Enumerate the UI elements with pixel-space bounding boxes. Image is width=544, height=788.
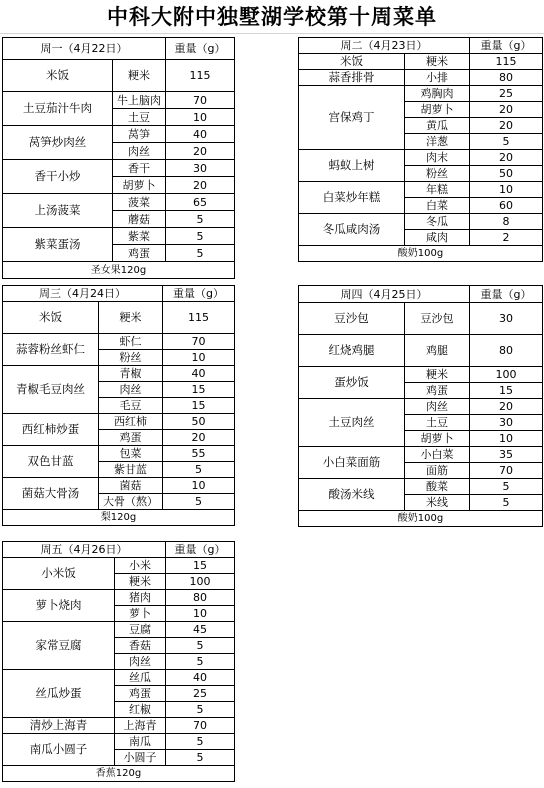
footer-row — [299, 246, 543, 262]
ingredient-name: 粳米 — [99, 302, 163, 334]
dish-name: 丝瓜炒蛋 — [3, 670, 115, 718]
ingredient-weight: 20 — [470, 399, 543, 415]
ingredient-name: 肉丝 — [99, 382, 163, 398]
ingredient-weight: 5 — [166, 654, 235, 670]
ingredient-weight: 15 — [163, 382, 235, 398]
ingredient-weight: 5 — [166, 228, 235, 245]
dish-name: 酸汤米线 — [299, 479, 405, 511]
day-table-wed — [2, 285, 235, 526]
ingredient-weight: 70 — [166, 718, 235, 734]
ingredient-name: 胡萝卜 — [405, 431, 470, 447]
extra-item: 圣女果120g — [3, 262, 235, 279]
ingredient-name: 虾仁 — [99, 334, 163, 350]
extra-item: 香蕉120g — [3, 766, 235, 782]
dish-name: 土豆肉丝 — [299, 399, 405, 447]
ingredient-weight: 10 — [166, 109, 235, 126]
ingredient-name: 菌菇 — [99, 478, 163, 494]
table-row — [299, 303, 543, 335]
dish-name: 双色甘蓝 — [3, 446, 99, 478]
table-row — [3, 718, 235, 734]
ingredient-weight: 25 — [470, 86, 543, 102]
footer-row — [299, 511, 543, 527]
ingredient-name: 小米 — [115, 558, 166, 574]
day-table-thu — [298, 285, 543, 527]
dish-name: 南瓜小圆子 — [3, 734, 115, 766]
ingredient-weight: 10 — [166, 606, 235, 622]
ingredient-name: 鸡蛋 — [115, 686, 166, 702]
footer-row — [3, 766, 235, 782]
ingredient-name: 鸡蛋 — [405, 383, 470, 399]
table-row — [299, 54, 543, 70]
dish-name: 豆沙包 — [299, 303, 405, 335]
ingredient-name: 萝卜 — [115, 606, 166, 622]
table-row — [299, 86, 543, 102]
weight-header: 重量（g） — [163, 286, 235, 302]
ingredient-weight: 100 — [470, 367, 543, 383]
ingredient-weight: 100 — [166, 574, 235, 590]
dish-name: 家常豆腐 — [3, 622, 115, 670]
table-row — [3, 334, 235, 350]
dish-name: 米饭 — [299, 54, 405, 70]
ingredient-weight: 70 — [163, 334, 235, 350]
ingredient-weight: 30 — [470, 415, 543, 431]
table-row — [299, 150, 543, 166]
ingredient-weight: 40 — [166, 126, 235, 143]
dish-name: 蛋炒饭 — [299, 367, 405, 399]
dish-name: 米饭 — [3, 302, 99, 334]
dish-name: 紫菜蛋汤 — [3, 228, 113, 262]
table-row — [3, 126, 235, 143]
weight-header: 重量（g） — [166, 542, 235, 558]
extra-item: 梨120g — [3, 510, 235, 526]
ingredient-weight: 50 — [163, 414, 235, 430]
dish-name: 萝卜烧肉 — [3, 590, 115, 622]
ingredient-name: 小白菜 — [405, 447, 470, 463]
ingredient-name: 冬瓜 — [405, 214, 470, 230]
ingredient-name: 豆腐 — [115, 622, 166, 638]
ingredient-name: 酸菜 — [405, 479, 470, 495]
day-table-mon — [2, 37, 235, 279]
dish-name: 米饭 — [3, 60, 113, 92]
ingredient-name: 黄瓜 — [405, 118, 470, 134]
ingredient-weight: 5 — [166, 750, 235, 766]
ingredient-name: 粳米 — [115, 574, 166, 590]
dish-name: 小米饭 — [3, 558, 115, 590]
ingredient-name: 莴笋 — [113, 126, 166, 143]
table-row — [3, 302, 235, 334]
dish-name: 菌菇大骨汤 — [3, 478, 99, 510]
ingredient-weight: 5 — [166, 734, 235, 750]
ingredient-name: 青椒 — [99, 366, 163, 382]
ingredient-name: 猪肉 — [115, 590, 166, 606]
ingredient-name: 香干 — [113, 160, 166, 177]
ingredient-name: 蘑菇 — [113, 211, 166, 228]
ingredient-weight: 45 — [166, 622, 235, 638]
ingredient-weight: 25 — [166, 686, 235, 702]
ingredient-name: 粳米 — [405, 367, 470, 383]
header-row — [299, 38, 543, 54]
ingredient-name: 小圆子 — [115, 750, 166, 766]
table-row — [3, 622, 235, 638]
ingredient-weight: 5 — [470, 479, 543, 495]
ingredient-weight: 5 — [166, 245, 235, 262]
ingredient-weight: 5 — [166, 702, 235, 718]
extra-item: 酸奶100g — [299, 511, 543, 527]
weight-header: 重量（g） — [166, 38, 235, 60]
ingredient-weight: 35 — [470, 447, 543, 463]
ingredient-weight: 20 — [163, 430, 235, 446]
dish-name: 宫保鸡丁 — [299, 86, 405, 150]
ingredient-weight: 5 — [163, 462, 235, 478]
table-row — [3, 734, 235, 750]
ingredient-name: 年糕 — [405, 182, 470, 198]
table-row — [299, 182, 543, 198]
ingredient-weight: 40 — [163, 366, 235, 382]
ingredient-name: 鸡蛋 — [113, 245, 166, 262]
ingredient-name: 鸡腿 — [405, 335, 470, 367]
ingredient-weight: 70 — [470, 463, 543, 479]
table-row — [3, 590, 235, 606]
ingredient-name: 西红柿 — [99, 414, 163, 430]
ingredient-weight: 20 — [166, 143, 235, 160]
header-row — [3, 38, 235, 60]
ingredient-name: 粳米 — [113, 60, 166, 92]
footer-row — [3, 262, 235, 279]
dish-name: 莴笋炒肉丝 — [3, 126, 113, 160]
dish-name: 红烧鸡腿 — [299, 335, 405, 367]
header-row — [299, 286, 543, 303]
dish-name: 蚂蚁上树 — [299, 150, 405, 182]
sheet-gridline — [0, 33, 544, 34]
ingredient-weight: 10 — [470, 431, 543, 447]
ingredient-name: 土豆 — [405, 415, 470, 431]
dish-name: 青椒毛豆肉丝 — [3, 366, 99, 414]
ingredient-weight: 15 — [166, 558, 235, 574]
ingredient-weight: 15 — [470, 383, 543, 399]
ingredient-weight: 40 — [166, 670, 235, 686]
page-title: 中科大附中独墅湖学校第十周菜单 — [107, 4, 437, 29]
header-row — [3, 542, 235, 558]
table-row — [3, 160, 235, 177]
day-table-tue — [298, 37, 543, 262]
day-label: 周二（4月23日） — [299, 38, 470, 54]
ingredient-name: 毛豆 — [99, 398, 163, 414]
dish-name: 香干小炒 — [3, 160, 113, 194]
weight-header: 重量（g） — [470, 286, 543, 303]
ingredient-weight: 115 — [163, 302, 235, 334]
table-row — [3, 670, 235, 686]
ingredient-name: 紫菜 — [113, 228, 166, 245]
ingredient-name: 米线 — [405, 495, 470, 511]
day-label: 周一（4月22日） — [3, 38, 166, 60]
ingredient-weight: 115 — [166, 60, 235, 92]
ingredient-name: 面筋 — [405, 463, 470, 479]
ingredient-weight: 5 — [470, 495, 543, 511]
ingredient-name: 紫甘蓝 — [99, 462, 163, 478]
day-table-fri — [2, 541, 235, 782]
table-row — [3, 558, 235, 574]
table-row — [3, 446, 235, 462]
dish-name: 蒜香排骨 — [299, 70, 405, 86]
table-row — [3, 414, 235, 430]
dish-name: 上汤菠菜 — [3, 194, 113, 228]
ingredient-name: 牛上脑肉 — [113, 92, 166, 109]
ingredient-name: 上海青 — [115, 718, 166, 734]
dish-name: 土豆茄汁牛肉 — [3, 92, 113, 126]
ingredient-name: 小排 — [405, 70, 470, 86]
ingredient-name: 肉丝 — [405, 399, 470, 415]
weight-header: 重量（g） — [470, 38, 543, 54]
day-label: 周三（4月24日） — [3, 286, 163, 302]
ingredient-name: 粉丝 — [99, 350, 163, 366]
ingredient-weight: 115 — [470, 54, 543, 70]
table-row — [299, 479, 543, 495]
dish-name: 蒜蓉粉丝虾仁 — [3, 334, 99, 366]
ingredient-weight: 8 — [470, 214, 543, 230]
ingredient-name: 胡萝卜 — [113, 177, 166, 194]
header-row — [3, 286, 235, 302]
ingredient-name: 粉丝 — [405, 166, 470, 182]
ingredient-weight: 60 — [470, 198, 543, 214]
table-row — [299, 447, 543, 463]
ingredient-weight: 70 — [166, 92, 235, 109]
table-row — [3, 194, 235, 211]
ingredient-name: 洋葱 — [405, 134, 470, 150]
table-row — [299, 70, 543, 86]
ingredient-name: 香菇 — [115, 638, 166, 654]
table-row — [3, 60, 235, 92]
ingredient-name: 豆沙包 — [405, 303, 470, 335]
ingredient-name: 粳米 — [405, 54, 470, 70]
ingredient-weight: 2 — [470, 230, 543, 246]
ingredient-weight: 10 — [163, 350, 235, 366]
ingredient-weight: 30 — [470, 303, 543, 335]
ingredient-name: 肉丝 — [115, 654, 166, 670]
ingredient-name: 菠菜 — [113, 194, 166, 211]
ingredient-name: 白菜 — [405, 198, 470, 214]
ingredient-name: 丝瓜 — [115, 670, 166, 686]
day-label: 周四（4月25日） — [299, 286, 470, 303]
dish-name: 西红柿炒蛋 — [3, 414, 99, 446]
ingredient-name: 包菜 — [99, 446, 163, 462]
dish-name: 冬瓜咸肉汤 — [299, 214, 405, 246]
ingredient-weight: 20 — [470, 118, 543, 134]
ingredient-name: 大骨（熬） — [99, 494, 163, 510]
day-label: 周五（4月26日） — [3, 542, 166, 558]
dish-name: 小白菜面筋 — [299, 447, 405, 479]
ingredient-name: 肉末 — [405, 150, 470, 166]
ingredient-name: 南瓜 — [115, 734, 166, 750]
ingredient-weight: 20 — [470, 150, 543, 166]
ingredient-weight: 20 — [166, 177, 235, 194]
ingredient-name: 土豆 — [113, 109, 166, 126]
extra-item: 酸奶100g — [299, 246, 543, 262]
ingredient-weight: 20 — [470, 102, 543, 118]
ingredient-weight: 80 — [166, 590, 235, 606]
table-row — [299, 367, 543, 383]
table-row — [3, 228, 235, 245]
ingredient-weight: 5 — [166, 211, 235, 228]
ingredient-weight: 5 — [163, 494, 235, 510]
table-row — [299, 214, 543, 230]
table-row — [299, 335, 543, 367]
table-row — [299, 399, 543, 415]
ingredient-name: 鸡胸肉 — [405, 86, 470, 102]
ingredient-weight: 5 — [470, 134, 543, 150]
dish-name: 清炒上海青 — [3, 718, 115, 734]
ingredient-weight: 80 — [470, 70, 543, 86]
ingredient-weight: 10 — [470, 182, 543, 198]
ingredient-name: 鸡蛋 — [99, 430, 163, 446]
ingredient-name: 红椒 — [115, 702, 166, 718]
ingredient-weight: 80 — [470, 335, 543, 367]
ingredient-weight: 30 — [166, 160, 235, 177]
ingredient-weight: 5 — [166, 638, 235, 654]
ingredient-name: 肉丝 — [113, 143, 166, 160]
ingredient-weight: 55 — [163, 446, 235, 462]
table-row — [3, 478, 235, 494]
ingredient-name: 胡萝卜 — [405, 102, 470, 118]
ingredient-weight: 65 — [166, 194, 235, 211]
table-row — [3, 366, 235, 382]
footer-row — [3, 510, 235, 526]
ingredient-weight: 15 — [163, 398, 235, 414]
ingredient-weight: 10 — [163, 478, 235, 494]
dish-name: 白菜炒年糕 — [299, 182, 405, 214]
ingredient-name: 咸肉 — [405, 230, 470, 246]
table-row — [3, 92, 235, 109]
ingredient-weight: 50 — [470, 166, 543, 182]
